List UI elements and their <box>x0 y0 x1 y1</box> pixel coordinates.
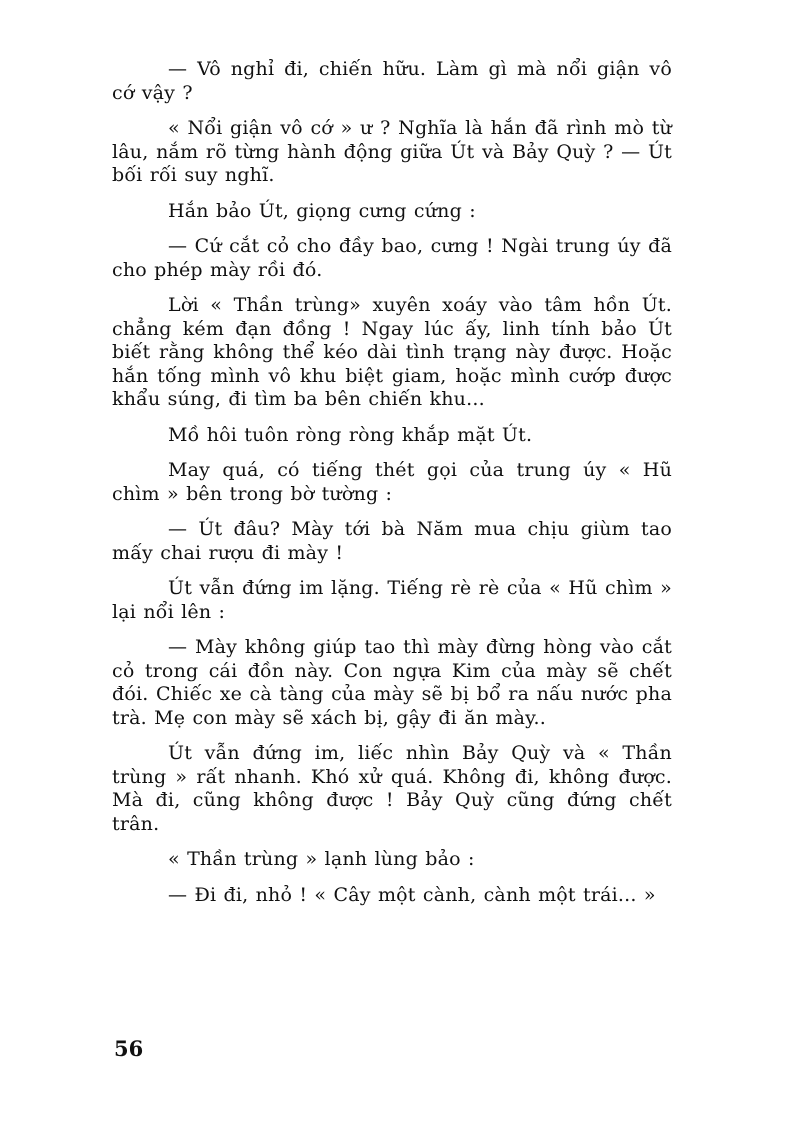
body-text <box>112 58 672 919</box>
paragraph-7: May quá, có tiếng thét gọi của trung úy « Hũ chìm » bên trong bờ tường : <box>112 459 672 505</box>
paragraph-1: — Vô nghỉ đi, chiến hữu. Làm gì mà nổi giận vô cớ vậy ? <box>112 58 672 104</box>
paragraph-12: « Thần trùng » lạnh lùng bảo : <box>168 848 475 870</box>
page-number: 56 <box>114 1036 144 1061</box>
paragraph-13: — Đi đi, nhỏ ! « Cây một cành, cành một trái... » <box>168 883 656 906</box>
paragraph-5: Lời « Thần trùng» xuyên xoáy vào tâm hồn Út. chẳng kém đạn đồng ! Ngay lúc ấy, linh tính bảo Út biết rằng không thể kéo dài tình trạng này được. Hoặc hắn tống mình vô khu biệt giam, hoặc mình cướp được khẩu súng, đi tìm ba bên chiến khu... <box>112 294 672 410</box>
paragraph-3: Hắn bảo Út, giọng cưng cứng : <box>168 199 476 222</box>
paragraph-6: Mồ hôi tuôn ròng ròng khắp mặt Út. <box>168 423 533 446</box>
paragraph-9: Út vẫn đứng im lặng. Tiếng rè rè của « Hũ chìm » lại nổi lên : <box>112 577 672 623</box>
paragraph-11: Út vẫn đứng im, liếc nhìn Bảy Quỳ và « Thần trùng » rất nhanh. Khó xử quá. Không đi, không được. Mà đi, cũng không được ! Bảy Quỳ cũng đứng chết trân. <box>112 742 672 835</box>
paragraph-4: — Cứ cắt cỏ cho đầy bao, cưng ! Ngài trung úy đã cho phép mày rồi đó. <box>112 235 672 281</box>
paragraph-10: — Mày không giúp tao thì mày đừng hòng vào cắt cỏ trong cái đồn này. Con ngựa Kim của mày sẽ chết đói. Chiếc xe cà tàng của mày sẽ bị bổ ra nấu nước pha trà. Mẹ con mày sẽ xách bị, gậy đi ăn mày.. <box>112 636 672 729</box>
paragraph-8: — Út đâu? Mày tới bà Năm mua chịu giùm tao mấy chai rượu đi mày ! <box>112 518 672 564</box>
paragraph-2: « Nổi giận vô cớ » ư ? Nghĩa là hắn đã rình mò từ lâu, nắm rõ từng hành động giữa Út và Bảy Quỳ ? — Út bối rối suy nghĩ. <box>112 117 672 186</box>
